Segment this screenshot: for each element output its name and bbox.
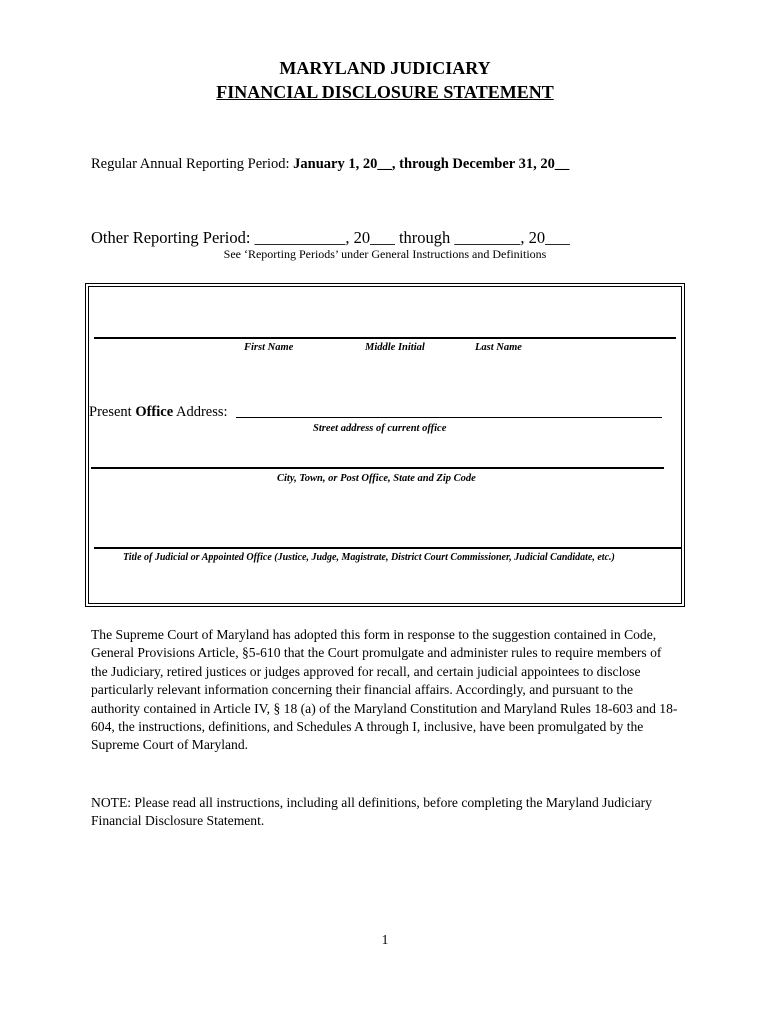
street-address-caption: Street address of current office xyxy=(313,423,447,434)
regular-period-label: Regular Annual Reporting Period: xyxy=(91,156,290,172)
city-caption: City, Town, or Post Office, State and Zip Code xyxy=(277,473,476,484)
office-title-line[interactable] xyxy=(94,547,682,549)
first-name-caption: First Name xyxy=(244,342,294,353)
office-address-label xyxy=(89,404,228,421)
regular-period-value[interactable]: January 1, 20__, through December 31, 20__ xyxy=(293,156,570,172)
document-title: MARYLAND JUDICIARY xyxy=(279,58,491,78)
regular-reporting-period xyxy=(91,156,569,173)
reporting-period-note: See ‘Reporting Periods’ under General Instructions and Definitions xyxy=(223,247,547,261)
address-label-post: Address: xyxy=(173,404,228,420)
street-address-line[interactable] xyxy=(236,417,662,418)
document-subtitle xyxy=(0,82,770,103)
body-note: NOTE: Please read all instructions, including all definitions, before completing the Maryland Judiciary Financial Disclosure Statement. xyxy=(91,795,652,829)
name-line[interactable] xyxy=(94,337,676,339)
other-reporting-period[interactable]: Other Reporting Period: ___________, 20___ through ________, 20___ xyxy=(91,228,570,247)
middle-initial-caption: Middle Initial xyxy=(365,342,425,353)
office-title-caption: Title of Judicial or Appointed Office (Justice, Judge, Magistrate, District Court Commissioner, Judicial Candidate, etc.) xyxy=(123,552,615,563)
address-label-pre: Present xyxy=(89,404,136,420)
page-number: 1 xyxy=(381,932,389,947)
document-subtitle-text: FINANCIAL DISCLOSURE STATEMENT xyxy=(216,82,554,102)
city-line[interactable] xyxy=(91,467,664,469)
address-label-bold: Office xyxy=(135,404,174,420)
last-name-caption: Last Name xyxy=(475,342,522,353)
body-paragraph: The Supreme Court of Maryland has adopted this form in response to the suggestion contained in Code, General Provisions Article, §5-610 that the Court promulgate and administer rules to require members of the Judiciary, retired justices or judges approved for recall, and certain judicial appointees to disclose particularly relevant information concerning their financial affairs. Accordingly, and pursuant to the authority contained in Article IV, § 18 (a) of the Maryland Constitution and Maryland Rules 18-603 and 18-604, the instructions, definitions, and Schedules A through I, inclusive, have been promulgated by the Supreme Court of Maryland. xyxy=(91,627,678,753)
